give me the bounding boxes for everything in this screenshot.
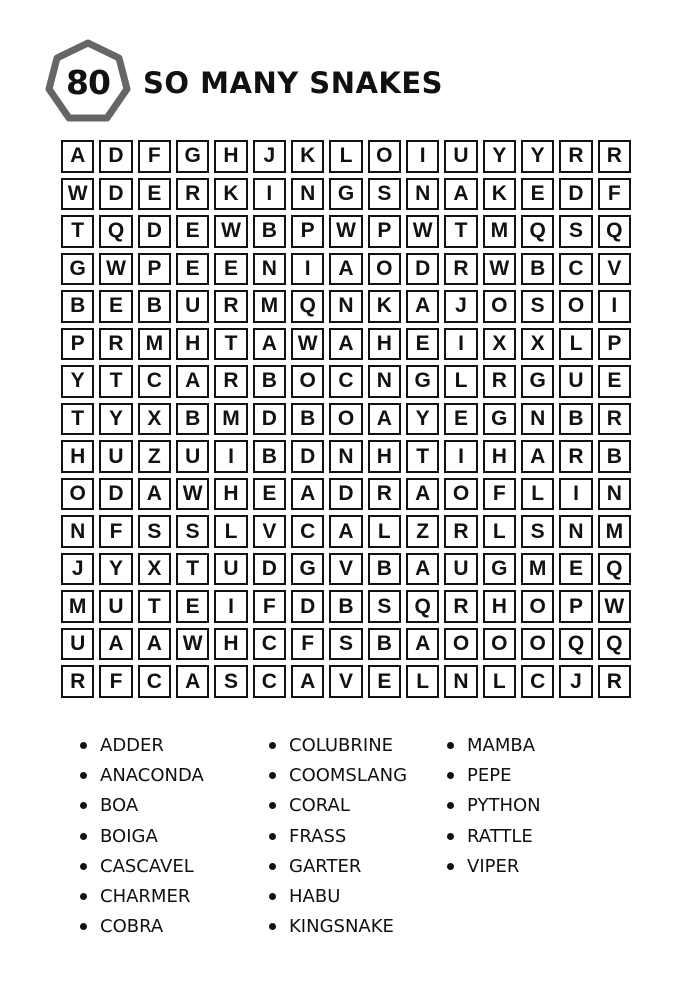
bullet-icon [447, 742, 454, 749]
grid-cell[interactable]: W [61, 178, 94, 211]
grid-cell[interactable]: H [214, 628, 247, 661]
puzzle-number-badge [45, 39, 131, 125]
grid-cell[interactable]: W [176, 628, 209, 661]
grid-cell[interactable]: R [214, 290, 247, 323]
word-item [80, 851, 204, 881]
grid-cell[interactable]: E [368, 665, 401, 698]
grid-cell[interactable]: W [291, 328, 324, 361]
word-item [80, 760, 204, 790]
word-item [269, 760, 407, 790]
bullet-icon [80, 893, 87, 900]
word-label: PYTHON [467, 795, 541, 817]
grid-cell[interactable]: H [483, 590, 516, 623]
grid-cell[interactable]: G [329, 178, 362, 211]
grid-cell[interactable]: Y [521, 140, 554, 173]
grid-cell[interactable]: B [291, 403, 324, 436]
grid-cell[interactable]: I [444, 440, 477, 473]
word-label: COLUBRINE [289, 734, 394, 756]
grid-cell[interactable]: T [444, 215, 477, 248]
grid-cell[interactable]: C [559, 253, 592, 286]
grid-cell[interactable]: N [291, 178, 324, 211]
grid-cell[interactable]: N [61, 515, 94, 548]
grid-cell[interactable]: B [61, 290, 94, 323]
grid-cell[interactable]: A [406, 290, 439, 323]
grid-cell[interactable]: Q [559, 628, 592, 661]
grid-cell[interactable]: C [329, 365, 362, 398]
grid-cell[interactable]: K [291, 140, 324, 173]
grid-cell[interactable]: F [483, 478, 516, 511]
grid-cell[interactable]: V [329, 553, 362, 586]
grid-cell[interactable]: L [483, 665, 516, 698]
grid-cell[interactable]: T [61, 403, 94, 436]
grid-cell[interactable]: V [598, 253, 631, 286]
grid-cell[interactable]: D [253, 403, 286, 436]
word-label: KINGSNAKE [289, 916, 394, 938]
grid-cell[interactable]: E [214, 253, 247, 286]
word-item [447, 851, 541, 881]
grid-cell[interactable]: M [598, 515, 631, 548]
grid-cell[interactable]: I [406, 140, 439, 173]
grid-cell[interactable]: E [176, 215, 209, 248]
grid-cell[interactable]: B [521, 253, 554, 286]
word-label: MAMBA [467, 734, 536, 756]
word-label: GARTER [289, 855, 362, 877]
grid-cell[interactable]: S [138, 515, 171, 548]
grid-cell[interactable]: R [559, 440, 592, 473]
grid-cell[interactable]: L [214, 515, 247, 548]
word-label: RATTLE [467, 825, 533, 847]
grid-cell[interactable]: O [483, 290, 516, 323]
grid-cell[interactable]: N [329, 290, 362, 323]
grid-cell[interactable]: I [214, 590, 247, 623]
grid-cell[interactable]: S [521, 515, 554, 548]
grid-cell[interactable]: T [61, 215, 94, 248]
bullet-icon [269, 863, 276, 870]
grid-cell[interactable]: N [406, 178, 439, 211]
grid-cell[interactable]: T [176, 553, 209, 586]
grid-cell[interactable]: W [214, 215, 247, 248]
grid-cell[interactable]: E [253, 478, 286, 511]
grid-cell[interactable]: A [176, 665, 209, 698]
grid-cell[interactable]: Q [598, 553, 631, 586]
grid-cell[interactable]: X [138, 403, 171, 436]
bullet-icon [447, 772, 454, 779]
grid-cell[interactable]: O [291, 365, 324, 398]
bullet-icon [269, 923, 276, 930]
grid-cell[interactable]: D [253, 553, 286, 586]
word-item [447, 730, 541, 760]
grid-cell[interactable]: I [598, 290, 631, 323]
grid-cell[interactable]: R [444, 515, 477, 548]
grid-cell[interactable]: Z [138, 440, 171, 473]
grid-cell[interactable]: M [138, 328, 171, 361]
grid-cell[interactable]: P [559, 590, 592, 623]
grid-cell[interactable]: X [521, 328, 554, 361]
grid-cell[interactable]: U [99, 590, 132, 623]
grid-cell[interactable]: D [138, 215, 171, 248]
grid-cell[interactable]: A [368, 403, 401, 436]
bullet-icon [80, 802, 87, 809]
grid-cell[interactable]: D [329, 478, 362, 511]
grid-cell[interactable]: W [99, 253, 132, 286]
grid-cell[interactable]: R [444, 590, 477, 623]
bullet-icon [269, 742, 276, 749]
bullet-icon [80, 742, 87, 749]
grid-cell[interactable]: X [483, 328, 516, 361]
word-label: VIPER [467, 855, 520, 877]
word-column-1 [80, 730, 204, 942]
word-label: CHARMER [100, 886, 191, 908]
grid-cell[interactable]: R [214, 365, 247, 398]
word-item [80, 912, 204, 942]
grid-cell[interactable]: O [368, 253, 401, 286]
word-label: COBRA [100, 916, 164, 938]
grid-cell[interactable]: E [521, 178, 554, 211]
grid-cell[interactable]: A [291, 665, 324, 698]
grid-cell[interactable]: H [61, 440, 94, 473]
word-item [269, 851, 407, 881]
word-item [447, 760, 541, 790]
grid-cell[interactable]: F [99, 665, 132, 698]
word-label: ANACONDA [100, 764, 204, 786]
grid-cell[interactable]: H [483, 440, 516, 473]
grid-cell[interactable]: A [138, 628, 171, 661]
word-item [80, 730, 204, 760]
grid-cell[interactable]: J [61, 553, 94, 586]
grid-cell[interactable]: K [368, 290, 401, 323]
grid-cell[interactable]: A [406, 553, 439, 586]
grid-cell[interactable]: D [559, 178, 592, 211]
grid-cell[interactable]: A [329, 253, 362, 286]
word-item [269, 821, 407, 851]
grid-cell[interactable]: L [368, 515, 401, 548]
grid-cell[interactable]: G [483, 403, 516, 436]
word-label: FRASS [289, 825, 347, 847]
grid-cell[interactable]: E [138, 178, 171, 211]
grid-cell[interactable]: E [176, 590, 209, 623]
grid-cell[interactable]: W [598, 590, 631, 623]
word-item [80, 881, 204, 911]
grid-cell[interactable]: S [368, 178, 401, 211]
grid-cell[interactable]: Y [483, 140, 516, 173]
grid-cell[interactable]: V [329, 665, 362, 698]
grid-cell[interactable]: W [176, 478, 209, 511]
grid-cell[interactable]: D [291, 590, 324, 623]
bullet-icon [269, 772, 276, 779]
bullet-icon [80, 863, 87, 870]
grid-cell[interactable]: R [444, 253, 477, 286]
grid-cell[interactable]: B [368, 553, 401, 586]
grid-cell[interactable]: Q [406, 590, 439, 623]
grid-cell[interactable]: T [214, 328, 247, 361]
grid-cell[interactable]: M [214, 403, 247, 436]
bullet-icon [447, 863, 454, 870]
grid-cell[interactable]: L [483, 515, 516, 548]
grid-cell[interactable]: K [214, 178, 247, 211]
grid-cell[interactable]: M [61, 590, 94, 623]
grid-cell[interactable]: P [598, 328, 631, 361]
grid-cell[interactable]: N [329, 440, 362, 473]
grid-cell[interactable]: N [521, 403, 554, 436]
grid-cell[interactable]: O [444, 628, 477, 661]
grid-cell[interactable]: G [483, 553, 516, 586]
grid-cell[interactable]: H [368, 328, 401, 361]
grid-cell[interactable]: P [291, 215, 324, 248]
puzzle-number: 80 [66, 62, 110, 102]
grid-cell[interactable]: F [598, 178, 631, 211]
grid-cell[interactable]: R [598, 140, 631, 173]
word-label: HABU [289, 886, 341, 908]
grid-cell[interactable]: N [598, 478, 631, 511]
grid-cell[interactable]: A [291, 478, 324, 511]
grid-cell[interactable]: I [291, 253, 324, 286]
grid-cell[interactable]: P [368, 215, 401, 248]
grid-cell[interactable]: I [444, 328, 477, 361]
grid-cell[interactable]: N [253, 253, 286, 286]
grid-cell[interactable]: G [406, 365, 439, 398]
grid-cell[interactable]: R [368, 478, 401, 511]
grid-cell[interactable]: K [483, 178, 516, 211]
grid-cell[interactable]: S [176, 515, 209, 548]
grid-cell[interactable]: W [406, 215, 439, 248]
grid-cell[interactable]: A [406, 628, 439, 661]
word-item [447, 791, 541, 821]
grid-cell[interactable]: R [99, 328, 132, 361]
grid-cell[interactable]: Q [291, 290, 324, 323]
grid-cell[interactable]: O [559, 290, 592, 323]
letter-grid [61, 140, 631, 698]
word-item [447, 821, 541, 851]
grid-cell[interactable]: E [559, 553, 592, 586]
grid-cell[interactable]: G [521, 365, 554, 398]
grid-cell[interactable]: S [368, 590, 401, 623]
grid-cell[interactable]: V [253, 515, 286, 548]
grid-cell[interactable]: D [291, 440, 324, 473]
bullet-icon [80, 772, 87, 779]
grid-cell[interactable]: E [598, 365, 631, 398]
grid-cell[interactable]: Q [598, 215, 631, 248]
grid-cell[interactable]: G [176, 140, 209, 173]
word-item [269, 912, 407, 942]
grid-cell[interactable]: H [368, 440, 401, 473]
bullet-icon [447, 833, 454, 840]
grid-cell[interactable]: A [406, 478, 439, 511]
grid-cell[interactable]: U [559, 365, 592, 398]
word-label: BOIGA [100, 825, 158, 847]
grid-cell[interactable]: A [61, 140, 94, 173]
grid-cell[interactable]: W [329, 215, 362, 248]
grid-cell[interactable]: I [214, 440, 247, 473]
grid-cell[interactable]: O [521, 628, 554, 661]
grid-cell[interactable]: R [559, 140, 592, 173]
grid-cell[interactable]: A [444, 178, 477, 211]
grid-cell[interactable]: J [444, 290, 477, 323]
grid-cell[interactable]: U [444, 553, 477, 586]
bullet-icon [80, 923, 87, 930]
word-item [269, 791, 407, 821]
grid-cell[interactable]: B [329, 590, 362, 623]
word-column-2 [269, 730, 407, 942]
word-item [80, 791, 204, 821]
grid-cell[interactable]: O [329, 403, 362, 436]
grid-cell[interactable]: A [176, 365, 209, 398]
word-label: BOA [100, 795, 139, 817]
bullet-icon [269, 833, 276, 840]
grid-cell[interactable]: E [444, 403, 477, 436]
grid-cell[interactable]: B [253, 365, 286, 398]
word-label: COOMSLANG [289, 764, 408, 786]
word-item [269, 881, 407, 911]
grid-cell[interactable]: U [99, 440, 132, 473]
grid-cell[interactable]: S [329, 628, 362, 661]
grid-cell[interactable]: A [521, 440, 554, 473]
grid-cell[interactable]: B [368, 628, 401, 661]
grid-cell[interactable]: G [61, 253, 94, 286]
grid-cell[interactable]: H [176, 328, 209, 361]
grid-cell[interactable]: B [559, 403, 592, 436]
grid-cell[interactable]: A [329, 328, 362, 361]
grid-cell[interactable]: T [406, 440, 439, 473]
grid-cell[interactable]: F [291, 628, 324, 661]
grid-cell[interactable]: D [406, 253, 439, 286]
bullet-icon [269, 893, 276, 900]
grid-cell[interactable]: E [176, 253, 209, 286]
grid-cell[interactable]: H [214, 478, 247, 511]
grid-cell[interactable]: M [253, 290, 286, 323]
bullet-icon [447, 802, 454, 809]
grid-cell[interactable]: R [176, 178, 209, 211]
grid-cell[interactable]: C [138, 365, 171, 398]
grid-cell[interactable]: U [176, 290, 209, 323]
grid-cell[interactable]: B [253, 440, 286, 473]
grid-cell[interactable]: M [483, 215, 516, 248]
grid-cell[interactable]: D [99, 178, 132, 211]
grid-cell[interactable]: R [598, 665, 631, 698]
grid-cell[interactable]: A [138, 478, 171, 511]
grid-cell[interactable]: O [368, 140, 401, 173]
bullet-icon [269, 802, 276, 809]
bullet-icon [80, 833, 87, 840]
grid-cell[interactable]: C [521, 665, 554, 698]
word-label: CASCAVEL [100, 855, 194, 877]
grid-cell[interactable]: Q [521, 215, 554, 248]
grid-cell[interactable]: F [138, 140, 171, 173]
grid-cell[interactable]: Y [99, 403, 132, 436]
word-item [80, 821, 204, 851]
word-list [0, 730, 693, 960]
word-label: ADDER [100, 734, 164, 756]
grid-cell[interactable]: L [406, 665, 439, 698]
grid-cell[interactable]: W [483, 253, 516, 286]
grid-cell[interactable]: C [253, 665, 286, 698]
grid-cell[interactable]: L [521, 478, 554, 511]
grid-cell[interactable]: A [99, 628, 132, 661]
grid-cell[interactable]: O [521, 590, 554, 623]
grid-cell[interactable]: A [253, 328, 286, 361]
grid-cell[interactable]: O [444, 478, 477, 511]
word-label: CORAL [289, 795, 350, 817]
grid-cell[interactable]: G [291, 553, 324, 586]
grid-cell[interactable]: L [329, 140, 362, 173]
grid-cell[interactable]: Y [406, 403, 439, 436]
grid-cell[interactable]: R [61, 665, 94, 698]
grid-cell[interactable]: U [176, 440, 209, 473]
grid-cell[interactable]: J [253, 140, 286, 173]
grid-cell[interactable]: H [214, 140, 247, 173]
grid-cell[interactable]: Q [99, 215, 132, 248]
grid-cell[interactable]: R [483, 365, 516, 398]
grid-cell[interactable]: F [99, 515, 132, 548]
grid-cell[interactable]: U [61, 628, 94, 661]
grid-cell[interactable]: U [444, 140, 477, 173]
grid-cell[interactable]: N [444, 665, 477, 698]
word-item [269, 730, 407, 760]
grid-cell[interactable]: C [291, 515, 324, 548]
grid-cell[interactable]: F [253, 590, 286, 623]
grid-cell[interactable]: C [138, 665, 171, 698]
grid-cell[interactable]: J [559, 665, 592, 698]
grid-cell[interactable]: B [176, 403, 209, 436]
grid-cell[interactable]: A [329, 515, 362, 548]
grid-cell[interactable]: Y [99, 553, 132, 586]
grid-cell[interactable]: S [521, 290, 554, 323]
grid-cell[interactable]: C [253, 628, 286, 661]
grid-cell[interactable]: Q [598, 628, 631, 661]
grid-cell[interactable]: X [138, 553, 171, 586]
grid-cell[interactable]: O [483, 628, 516, 661]
word-label: PEPE [467, 764, 512, 786]
grid-cell[interactable]: R [598, 403, 631, 436]
grid-cell[interactable]: D [99, 140, 132, 173]
grid-cell[interactable]: P [138, 253, 171, 286]
grid-cell[interactable]: N [559, 515, 592, 548]
grid-cell[interactable]: I [559, 478, 592, 511]
grid-cell[interactable]: P [61, 328, 94, 361]
grid-cell[interactable]: T [138, 590, 171, 623]
grid-cell[interactable]: L [559, 328, 592, 361]
grid-cell[interactable]: U [214, 553, 247, 586]
word-column-3 [447, 730, 541, 881]
grid-cell[interactable]: S [214, 665, 247, 698]
grid-cell[interactable]: M [521, 553, 554, 586]
grid-cell[interactable]: N [368, 365, 401, 398]
grid-cell[interactable]: I [253, 178, 286, 211]
grid-cell[interactable]: Y [61, 365, 94, 398]
grid-cell[interactable]: Z [406, 515, 439, 548]
puzzle-title: SO MANY SNAKES [143, 66, 444, 100]
grid-cell[interactable]: B [598, 440, 631, 473]
grid-cell[interactable]: B [253, 215, 286, 248]
grid-cell[interactable]: E [406, 328, 439, 361]
grid-cell[interactable]: E [99, 290, 132, 323]
grid-cell[interactable]: T [99, 365, 132, 398]
grid-cell[interactable]: B [138, 290, 171, 323]
grid-cell[interactable]: S [559, 215, 592, 248]
grid-cell[interactable]: D [99, 478, 132, 511]
grid-cell[interactable]: L [444, 365, 477, 398]
grid-cell[interactable]: O [61, 478, 94, 511]
